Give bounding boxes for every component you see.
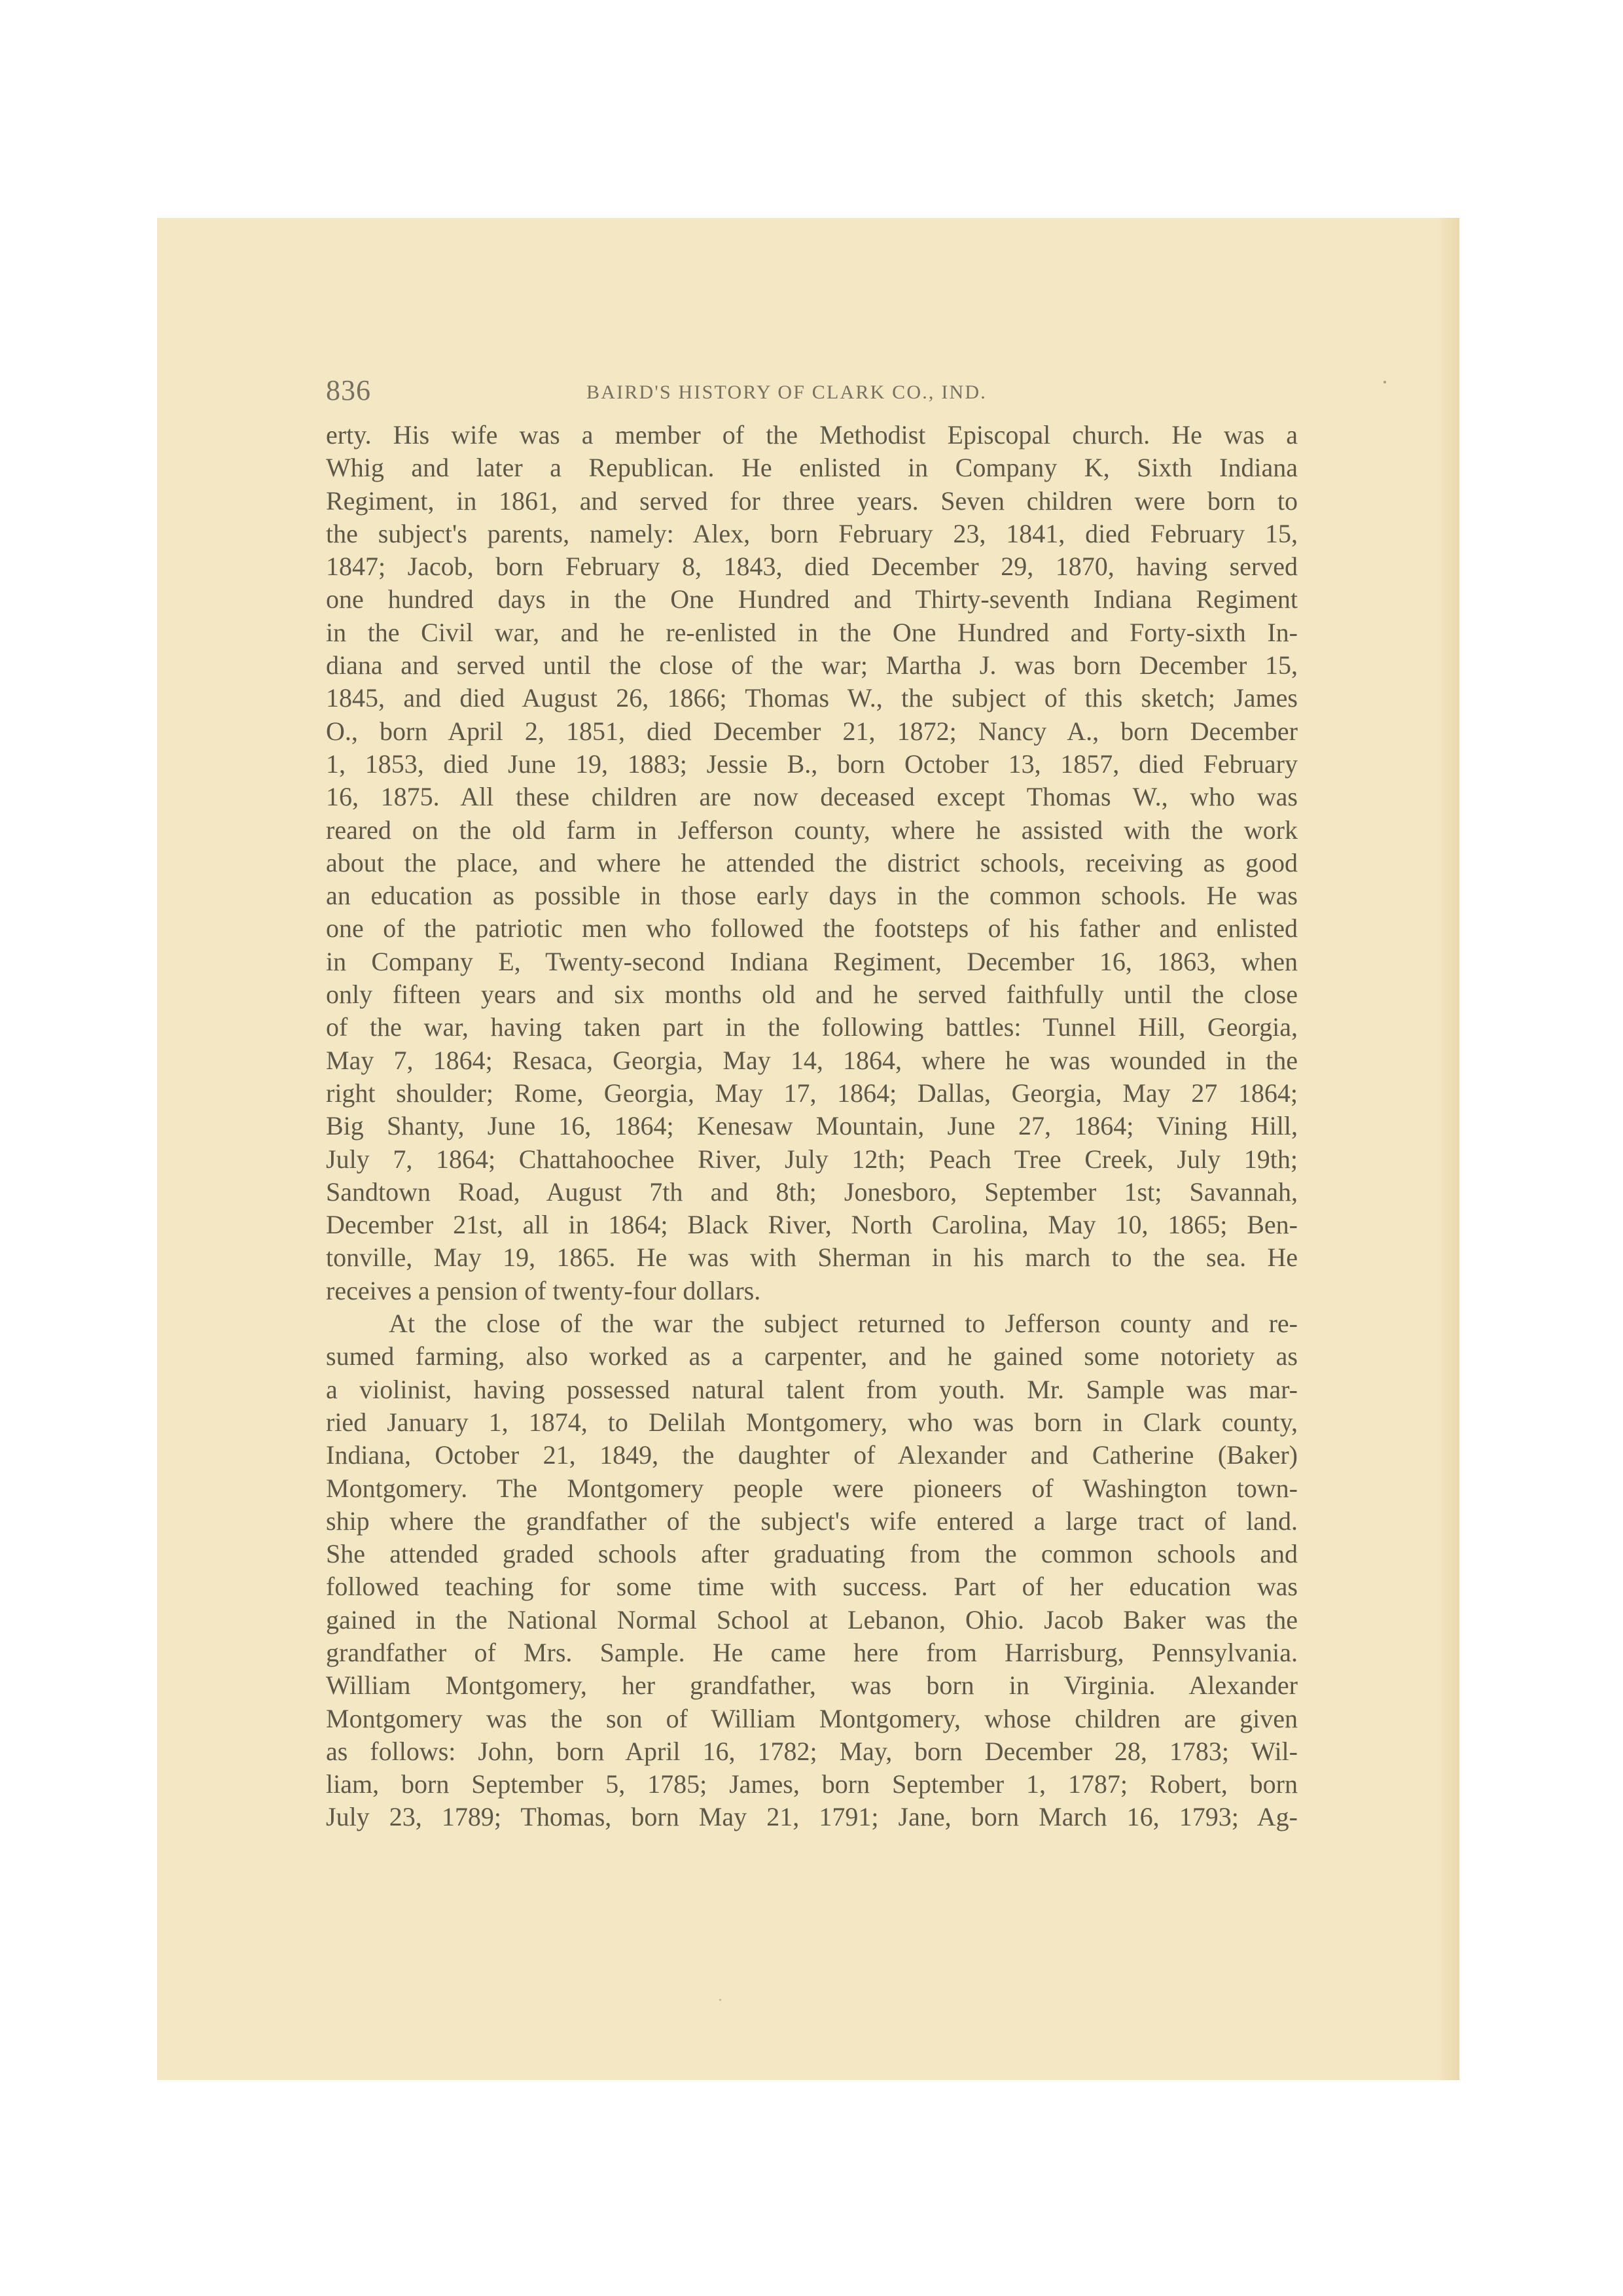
page-speck <box>719 1999 721 2001</box>
text-line: 16, 1875. All these children are now deceased except Thomas W., who was <box>326 782 1298 812</box>
margin-speck <box>1383 381 1386 383</box>
text-line: 1845, and died August 26, 1866; Thomas W., the subject of this sketch; James <box>326 683 1298 713</box>
text-line: followed teaching for some time with success. Part of her education was <box>326 1572 1298 1602</box>
text-line: Whig and later a Republican. He enlisted in Company K, Sixth Indiana <box>326 453 1298 483</box>
text-line: of the war, having taken part in the following battles: Tunnel Hill, Georgia, <box>326 1012 1298 1042</box>
text-line: May 7, 1864; Resaca, Georgia, May 14, 1864, where he was wounded in the <box>326 1045 1298 1075</box>
text-line: liam, born September 5, 1785; James, born September 1, 1787; Robert, born <box>326 1769 1298 1799</box>
text-line: 1, 1853, died June 19, 1883; Jessie B., born October 13, 1857, died February <box>326 749 1298 779</box>
text-line: ried January 1, 1874, to Delilah Montgomery, who was born in Clark county, <box>326 1407 1298 1437</box>
text-line: sumed farming, also worked as a carpenter, and he gained some notoriety as <box>326 1341 1298 1371</box>
text-line: an education as possible in those early days in the common schools. He was <box>326 881 1298 911</box>
text-line: At the close of the war the subject returned to Jefferson county and re- <box>389 1309 1298 1339</box>
text-line: only fifteen years and six months old and he served faithfully until the close <box>326 980 1298 1010</box>
text-line: Indiana, October 21, 1849, the daughter of Alexander and Catherine (Baker) <box>326 1440 1298 1470</box>
text-line: in Company E, Twenty-second Indiana Regiment, December 16, 1863, when <box>326 946 1298 976</box>
text-line: gained in the National Normal School at Lebanon, Ohio. Jacob Baker was the <box>326 1604 1298 1634</box>
text-line: Montgomery. The Montgomery people were pioneers of Washington town- <box>326 1473 1298 1503</box>
text-line: Montgomery was the son of William Montgomery, whose children are given <box>326 1703 1298 1733</box>
text-line: diana and served until the close of the war; Martha J. was born December 15, <box>326 650 1298 680</box>
text-line: Big Shanty, June 16, 1864; Kenesaw Mountain, June 27, 1864; Vining Hill, <box>326 1111 1298 1141</box>
text-line: the subject's parents, namely: Alex, born February 23, 1841, died February 15, <box>326 518 1298 548</box>
text-line: O., born April 2, 1851, died December 21, 1872; Nancy A., born December <box>326 716 1298 746</box>
text-line: William Montgomery, her grandfather, was born in Virginia. Alexander <box>326 1670 1298 1701</box>
text-line: Sandtown Road, August 7th and 8th; Jonesboro, September 1st; Savannah, <box>326 1176 1298 1207</box>
text-line: a violinist, having possessed natural talent from youth. Mr. Sample was mar- <box>326 1374 1298 1404</box>
text-line: right shoulder; Rome, Georgia, May 17, 1864; Dallas, Georgia, May 27 1864; <box>326 1078 1298 1108</box>
text-line: reared on the old farm in Jefferson county, where he assisted with the work <box>326 815 1298 845</box>
text-line: She attended graded schools after graduating from the common schools and <box>326 1539 1298 1569</box>
text-line: about the place, and where he attended the district schools, receiving as good <box>326 847 1298 877</box>
text-line: December 21st, all in 1864; Black River, North Carolina, May 10, 1865; Ben- <box>326 1210 1298 1240</box>
text-line: one of the patriotic men who followed the footsteps of his father and enlisted <box>326 913 1298 944</box>
text-line: as follows: John, born April 16, 1782; May, born December 28, 1783; Wil- <box>326 1736 1298 1766</box>
first-text-line: erty. His wife was a member of the Methodist Episcopal church. He was a <box>326 420 1298 450</box>
text-line: ship where the grandfather of the subject's wife entered a large tract of land. <box>326 1506 1298 1536</box>
text-line: July 7, 1864; Chattahoochee River, July 12th; Peach Tree Creek, July 19th; <box>326 1144 1298 1174</box>
text-line: in the Civil war, and he re-enlisted in the One Hundred and Forty-sixth In- <box>326 617 1298 647</box>
text-line: July 23, 1789; Thomas, born May 21, 1791; Jane, born March 16, 1793; Ag- <box>326 1802 1298 1832</box>
text-line: 1847; Jacob, born February 8, 1843, died December 29, 1870, having served <box>326 552 1298 582</box>
body-text <box>326 419 1298 1834</box>
text-line: grandfather of Mrs. Sample. He came here from Harrisburg, Pennsylvania. <box>326 1637 1298 1667</box>
page-number: 836 <box>326 374 371 406</box>
text-line: tonville, May 19, 1865. He was with Sherman in his march to the sea. He <box>326 1243 1298 1273</box>
running-head <box>326 375 1309 408</box>
running-head-title: BAIRD'S HISTORY OF CLARK CO., IND. <box>586 381 987 403</box>
page-edge-shadow <box>1437 218 1459 2080</box>
text-line: receives a pension of twenty-four dollars. <box>326 1275 761 1305</box>
text-line: Regiment, in 1861, and served for three years. Seven children were born to <box>326 486 1298 516</box>
text-line: one hundred days in the One Hundred and Thirty-seventh Indiana Regiment <box>326 584 1298 614</box>
